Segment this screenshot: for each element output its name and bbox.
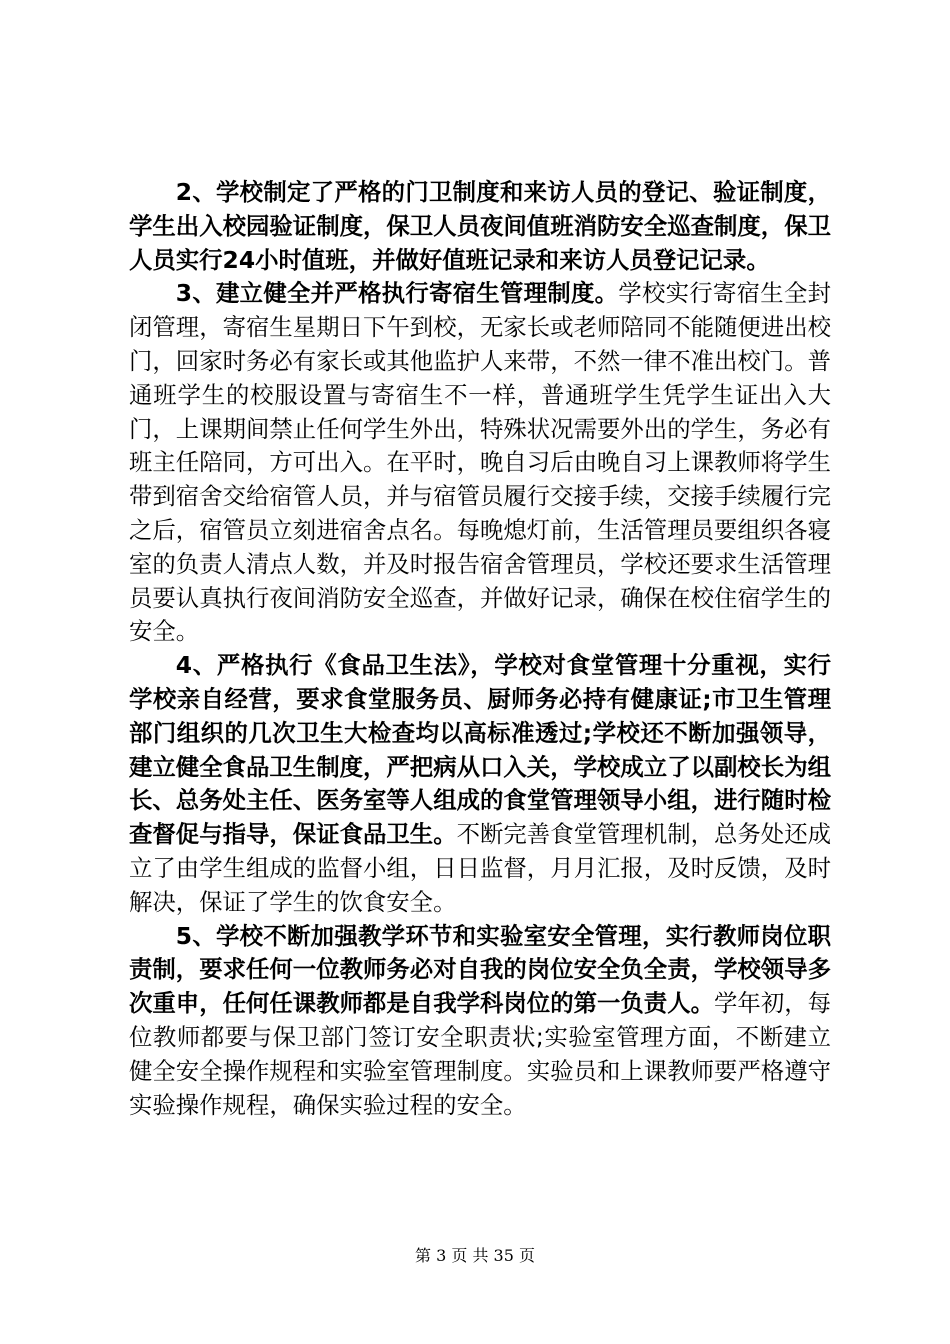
paragraph-body: 不断完善食堂管理机制，总务处还成立了由学生组成的监督小组，日日监督，月月汇报，及时反馈，及时解决，保证了学生的饮食安全。 [129, 820, 832, 916]
paragraph-lead: 5、学校不断加强教学环节和实验室安全管理，实行教师岗位职责制，要求任何一位教师务必对自我的岗位安全负全责，学校领导多次重申，任何任课教师都是自我学科岗位的第一负责人。 [129, 921, 831, 1018]
paragraph-gate-security [129, 176, 831, 277]
paragraph-lead: 3、建立健全并严格执行寄宿生管理制度。 [175, 279, 619, 308]
paragraph-lab-safety [129, 920, 831, 1123]
paragraph-lead: 4、严格执行《食品卫生法》，学校对食堂管理十分重视，实行学校亲自经营，要求食堂服务员、厨师务必持有健康证;市卫生管理部门组织的几次卫生大检查均以高标准透过;学校还不断加强领导，建立健全食品卫生制度，严把病从口入关，学校成立了以副校长为组长、总务处主任、医务室等人组成的食堂管理领导小组，进行随时检查督促与指导，保证食品卫生。 [129, 651, 831, 849]
paragraph-body: 学年初，每位教师都要与保卫部门签订安全职责状;实验室管理方面，不断建立健全安全操作规程和实验室管理制度。实验员和上课教师要严格遵守实验操作规程，确保实验过程的安全。 [129, 989, 832, 1119]
paragraph-boarding-management [129, 277, 831, 649]
paragraph-lead: 2、学校制定了严格的门卫制度和来访人员的登记、验证制度，学生出入校园验证制度，保卫人员夜间值班消防安全巡查制度，保卫人员实行24小时值班，并做好值班记录和来访人员登记记录。 [129, 178, 831, 274]
paragraph-body: 学校实行寄宿生全封闭管理，寄宿生星期日下午到校，无家长或老师陪同不能随便进出校门，回家时务必有家长或其他监护人来带，不然一律不准出校门。普通班学生的校服设置与寄宿生不一样，普通班学生凭学生证出入大门，上课期间禁止任何学生外出，特殊状况需要外出的学生，务必有班主任陪同，方可出入。在平时，晚自习后由晚自习上课教师将学生带到宿舍交给宿管人员，并与宿管员履行交接手续，交接手续履行完之后，宿管员立刻进宿舍点名。每晚熄灯前，生活管理员要组织各寝室的负责人清点人数，并及时报告宿舍管理员，学校还要求生活管理员要认真执行夜间消防安全巡查，并做好记录，确保在校住宿学生的安全。 [129, 279, 831, 646]
page-number-footer: 第 3 页 共 35 页 [415, 1246, 535, 1265]
document-body [129, 176, 831, 1122]
paragraph-food-hygiene [129, 649, 831, 919]
